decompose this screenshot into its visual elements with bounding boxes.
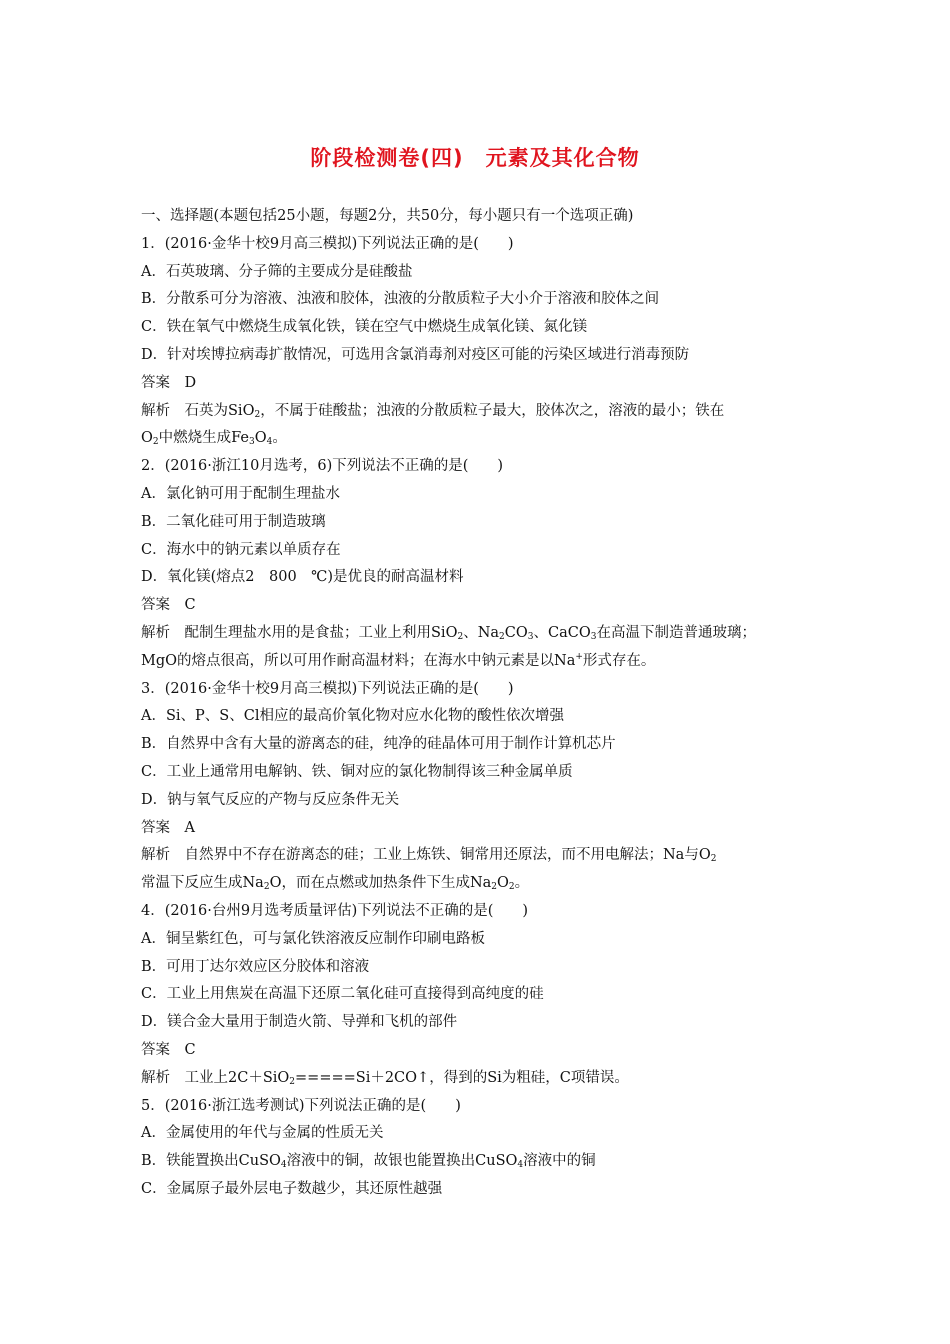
question-1-option-d: D．针对埃博拉病毒扩散情况，可选用含氯消毒剂对疫区可能的污染区域进行消毒预防 (141, 346, 690, 363)
question-4-option-b: B．可用丁达尔效应区分胶体和溶液 (141, 958, 370, 975)
question-1-option-c: C．铁在氧气中燃烧生成氧化铁，镁在空气中燃烧生成氧化镁、氮化镁 (141, 319, 588, 336)
question-3-option-d: D．钠与氧气反应的产物与反应条件无关 (141, 791, 400, 808)
question-1-analysis-cont: $O_2$中燃烧生成$Fe_3O_4$。 (141, 430, 287, 448)
question-1-stem: 1．(2016·金华十校9月高三模拟)下列说法正确的是( ) (141, 235, 514, 252)
question-2-option-d: D．氧化镁(熔点2 800 ℃)是优良的耐高温材料 (141, 569, 464, 586)
question-3-option-c: C．工业上通常用电解钠、铁、铜对应的氯化物制得该三种金属单质 (141, 763, 573, 780)
question-3-analysis: 解析 自然界中不存在游离态的硅；工业上炼铁、铜常用还原法，而不用电解法；Na与$O_2$ (141, 847, 717, 865)
question-2-answer: 答案 C (141, 597, 196, 614)
question-2-option-c: C．海水中的钠元素以单质存在 (141, 541, 341, 558)
section-header: 一、选择题(本题包括25小题，每题2分，共50分，每小题只有一个选项正确) (141, 208, 634, 224)
question-2-analysis: 解析 配制生理盐水用的是食盐；工业上利用SiO$_2$、$Na_2CO_3$、CaCO$_3$在高温下制造普通玻璃； (141, 624, 756, 642)
question-4-option-d: D．镁合金大量用于制造火箭、导弹和飞机的部件 (141, 1014, 458, 1031)
question-4-analysis: 解析 工业上2C＋SiO$_2$=====Si＋2CO↑，得到的Si为粗硅，C项错误。 (141, 1069, 629, 1087)
question-1-option-a: A．石英玻璃、分子筛的主要成分是硅酸盐 (141, 263, 413, 280)
question-4-option-a: A．铜呈紫红色，可与氯化铁溶液反应制作印刷电路板 (141, 930, 485, 947)
question-2-option-a: A．氯化钠可用于配制生理盐水 (141, 485, 340, 502)
question-5-option-a: A．金属使用的年代与金属的性质无关 (141, 1125, 384, 1142)
question-4-answer: 答案 C (141, 1041, 196, 1058)
question-1-analysis: 解析 石英为SiO$_2$，不属于硅酸盐；浊液的分散质粒子最大，胶体次之，溶液的最小；铁在 (141, 402, 725, 420)
question-2-analysis-cont: MgO的熔点很高，所以可用作耐高温材料；在海水中钠元素是以Na+形式存在。 (141, 651, 656, 669)
question-3-answer: 答案 A (141, 819, 195, 836)
question-4-stem: 4．(2016·台州9月选考质量评估)下列说法不正确的是( ) (141, 902, 529, 919)
question-3-option-a: A．Si、P、S、Cl相应的最高价氧化物对应水化物的酸性依次增强 (141, 708, 564, 725)
question-1-option-b: B．分散系可分为溶液、浊液和胶体，浊液的分散质粒子大小介于溶液和胶体之间 (141, 291, 660, 308)
question-3-option-b: B．自然界中含有大量的游离态的硅，纯净的硅晶体可用于制作计算机芯片 (141, 736, 616, 753)
question-content (141, 203, 821, 1204)
question-4-option-c: C．工业上用焦炭在高温下还原二氧化硅可直接得到高纯度的硅 (141, 986, 544, 1003)
question-5-option-c: C．金属原子最外层电子数越少，其还原性越强 (141, 1180, 443, 1197)
question-2-option-b: B．二氧化硅可用于制造玻璃 (141, 513, 326, 530)
question-3-analysis-cont: 常温下反应生成$Na_2O$，而在点燃或加热条件下生成$Na_2O_2$。 (141, 875, 530, 893)
question-1-answer: 答案 D (141, 374, 197, 391)
question-3-stem: 3．(2016·金华十校9月高三模拟)下列说法正确的是( ) (141, 680, 514, 697)
question-5-option-b: B．铁能置换出CuSO$_4$溶液中的铜，故银也能置换出CuSO$_4$溶液中的铜 (141, 1153, 596, 1171)
page-title: 阶段检测卷(四) 元素及其化合物 (310, 146, 640, 170)
question-2-stem: 2．(2016·浙江10月选考，6)下列说法不正确的是( ) (141, 458, 504, 475)
question-5-stem: 5．(2016·浙江选考测试)下列说法正确的是( ) (141, 1097, 461, 1114)
